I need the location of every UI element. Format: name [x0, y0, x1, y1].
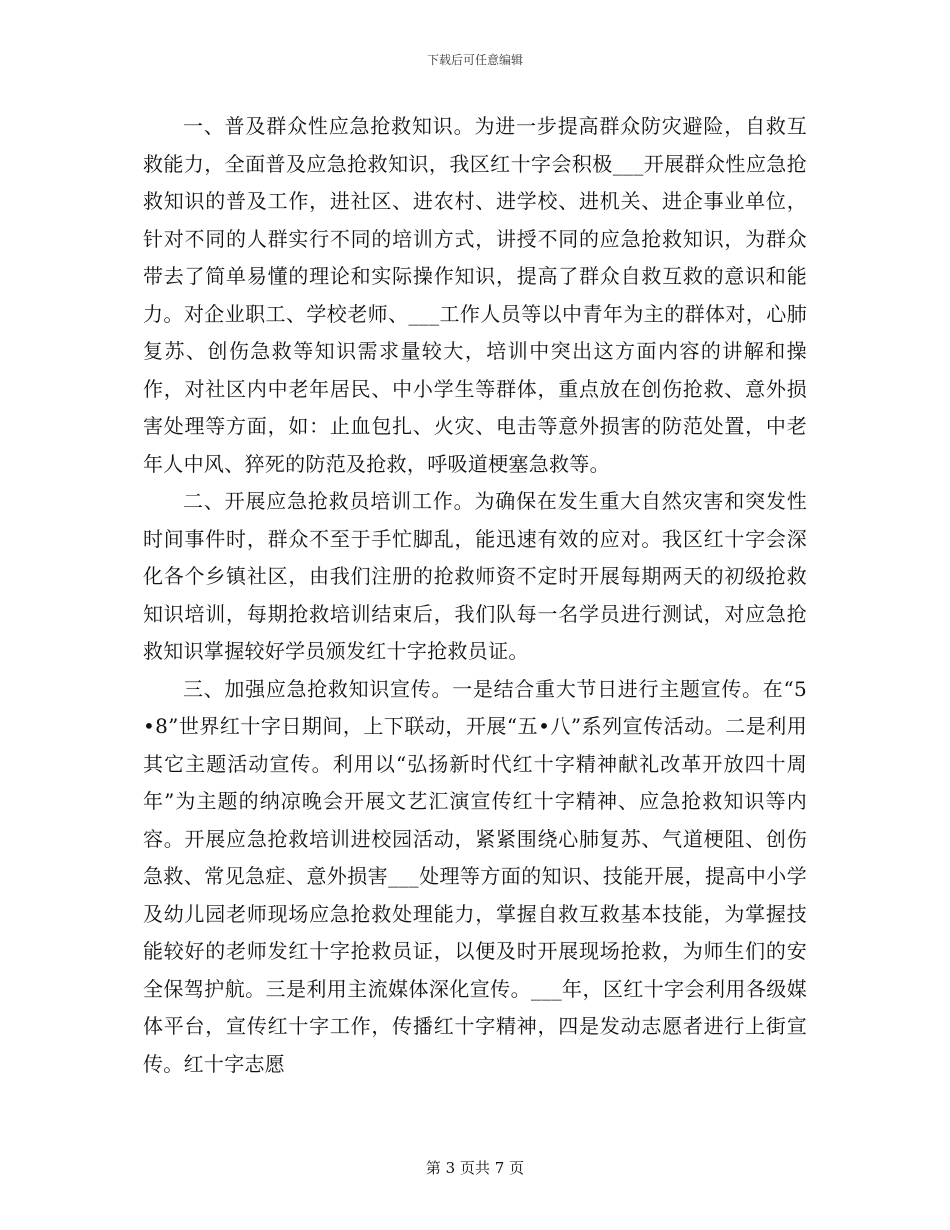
page-header: 下载后可任意编辑 — [426, 53, 523, 67]
paragraph-1: 一、普及群众性应急抢救知识。为进一步提高群众防灾避险，自救互救能力，全面普及应急抢救知识，我区红十字会积极___开展群众性应急抢救知识的普及工作，进社区、进农村、进学校、进机关、进企事业单位，针对不同的人群实行不同的培训方式，讲授不同的应急抢救知识，为群众带去了简单易懂的理论和实际操作知识，提高了群众自救互救的意识和能力。对企业职工、学校老师、___工作人员等以中青年为主的群体对，心肺复苏、创伤急救等知识需求量较大，培训中突出这方面内容的讲解和操作，对社区内中老年居民、中小学生等群体，重点放在创伤抢救、意外损害处理等方面，如：止血包扎、火灾、电击等意外损害的防范处置，中老年人中风、猝死的防范及抢救，呼吸道梗塞急救等。 — [143, 114, 807, 476]
page-footer: 第 3 页共 7 页 — [425, 1159, 525, 1177]
document-body — [143, 108, 807, 1083]
paragraph-2: 二、开展应急抢救员培训工作。为确保在发生重大自然灾害和突发性时间事件时，群众不至于手忙脚乱，能迅速有效的应对。我区红十字会深化各个乡镇社区，由我们注册的抢救师资不定时开展每期两天的初级抢救知识培训，每期抢救培训结束后，我们队每一名学员进行测试，对应急抢救知识掌握较好学员颁发红十字抢救员证。 — [143, 489, 807, 663]
paragraph-3: 三、加强应急抢救知识宣传。一是结合重大节日进行主题宣传。在“5•8”世界红十字日期间，上下联动，开展“五•八”系列宣传活动。二是利用其它主题活动宣传。利用以“弘扬新时代红十字精神献礼改革开放四十周年”为主题的纳凉晚会开展文艺汇演宣传红十字精神、应急抢救知识等内容。开展应急抢救培训进校园活动，紧紧围绕心肺复苏、气道梗阻、创伤急救、常见急症、意外损害___处理等方面的知识、技能开展，提高中小学及幼儿园老师现场应急抢救处理能力，掌握自救互救基本技能，为掌握技能较好的老师发红十字抢救员证，以便及时开展现场抢救，为师生们的安全保驾护航。三是利用主流媒体深化宣传。___年，区红十字会利用各级媒体平台，宣传红十字工作，传播红十字精神，四是发动志愿者进行上街宣传。红十字志愿 — [143, 676, 807, 1076]
